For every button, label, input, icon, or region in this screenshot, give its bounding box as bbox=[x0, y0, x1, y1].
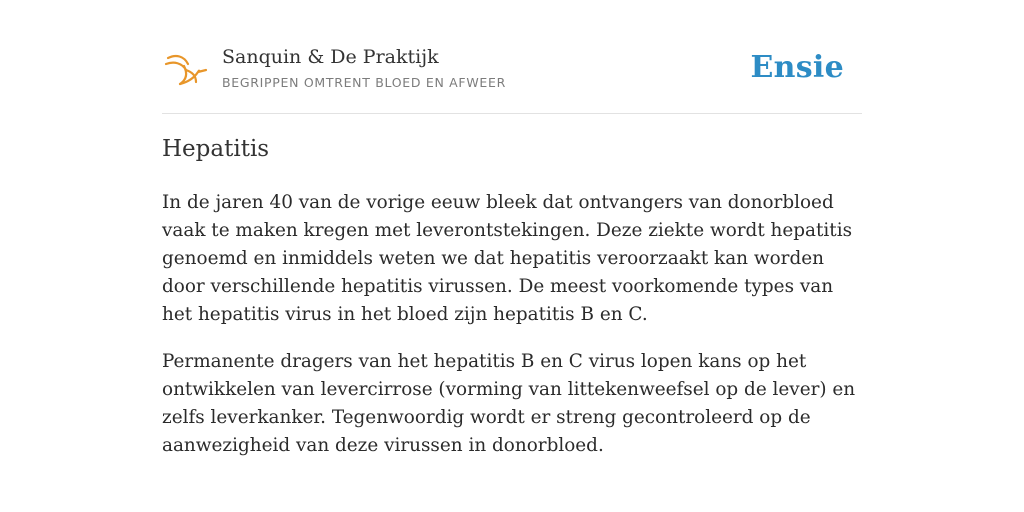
article-paragraph: Permanente dragers van het hepatitis B en C virus lopen kans op het ontwikkelen van levercirrose (vorming van littekenweefsel op de lever) en zelfs leverkanker. Tegenwoordig wordt er streng gecontroleerd op de aanwezigheid van deze virussen in donorbloed. bbox=[162, 351, 856, 456]
bird-logo-icon bbox=[164, 50, 208, 90]
ensie-brand-link[interactable]: Ensie bbox=[750, 50, 844, 85]
site-tagline: BEGRIPPEN OMTRENT BLOED EN AFWEER bbox=[222, 75, 506, 90]
header bbox=[162, 40, 862, 114]
site-name[interactable]: Sanquin & De Praktijk bbox=[222, 46, 439, 68]
article-paragraph: In de jaren 40 van de vorige eeuw bleek dat ontvangers van donorbloed vaak te maken kregen met leverontstekingen. Deze ziekte wordt hepatitis genoemd en inmiddels weten we dat hepatitis veroorzaakt kan worden door verschillende hepatitis virussen. De meest voorkomende types van het hepatitis virus in het bloed zijn hepatitis B en C. bbox=[162, 192, 853, 325]
page-title: Hepatitis bbox=[162, 136, 270, 162]
article-body bbox=[162, 189, 867, 479]
